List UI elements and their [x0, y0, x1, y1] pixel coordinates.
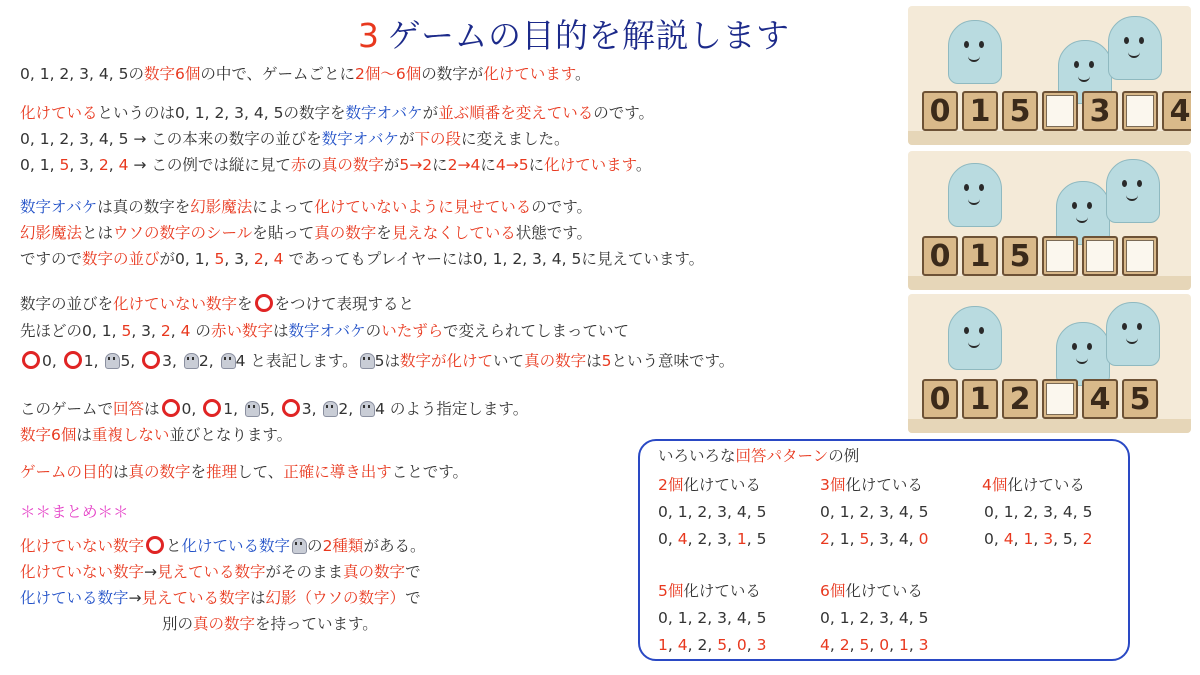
pattern-2-original — [658, 502, 766, 522]
text-run: , — [727, 636, 737, 654]
summary-line-3 — [20, 588, 421, 608]
text-run: 化けている数字 — [20, 589, 129, 607]
text-run: 赤 — [290, 156, 307, 174]
text-run: で — [405, 589, 421, 607]
text-run: 幻影魔法 — [190, 198, 253, 216]
text-run: 4 — [180, 322, 191, 340]
number-block: 1 — [962, 236, 998, 276]
goal-line — [20, 462, 468, 482]
text-run: を — [376, 224, 392, 242]
text-run: ゲームの目的 — [20, 463, 114, 481]
text-run: 2 — [1082, 530, 1093, 548]
text-run: 化けていない数字 — [20, 537, 145, 555]
title-number: 3 — [358, 16, 380, 55]
paper-sticker-icon — [1046, 95, 1074, 127]
text-run: を貼って — [252, 224, 315, 242]
number-block: 5 — [1002, 91, 1038, 131]
text-run: 4 — [677, 530, 688, 548]
text-run: , — [170, 322, 181, 340]
text-run: 4 のよう指定します。 — [375, 400, 529, 418]
text-run: 1, — [223, 400, 243, 418]
text-run: , — [1033, 530, 1044, 548]
text-run: は — [250, 589, 266, 607]
pattern-5-heading — [658, 581, 761, 601]
text-run: 2→4 — [447, 156, 481, 174]
ghost-icon — [244, 401, 259, 417]
text-run: の例 — [828, 447, 860, 465]
text-run: が0, 1, — [159, 250, 215, 268]
text-run: 赤い数字 — [210, 322, 273, 340]
text-run: 3個 — [820, 476, 846, 494]
text-run: の中で、ゲームごとに — [200, 65, 356, 83]
text-run: ですので — [20, 250, 83, 268]
text-run: 5 — [59, 156, 70, 174]
text-run: が — [422, 104, 439, 122]
notation-line-1 — [20, 294, 414, 314]
text-run: 4 — [273, 250, 284, 268]
paper-sticker-icon — [1046, 383, 1074, 415]
text-run: いて — [493, 352, 525, 370]
text-run: 5は — [374, 352, 401, 370]
paper-sticker — [1122, 236, 1158, 276]
number-blocks-row — [922, 91, 1191, 131]
illustration-panel-3 — [908, 294, 1191, 433]
number-block: 5 — [1002, 236, 1038, 276]
text-run: 3 — [1043, 530, 1054, 548]
text-run: 見えなくしている — [391, 224, 516, 242]
number-block: 1 — [962, 91, 998, 131]
answer-box-title — [658, 446, 859, 466]
text-run: は — [76, 426, 92, 444]
text-run: は — [272, 322, 289, 340]
ghost-icon — [183, 353, 198, 369]
text-run: 1 — [658, 636, 668, 654]
pattern-3-original — [820, 502, 928, 522]
text-run: に — [528, 156, 545, 174]
text-run: , — [829, 636, 840, 654]
illustration-panel-2 — [908, 151, 1191, 290]
text-run: 化けている — [20, 104, 98, 122]
text-run: 先ほどの0, 1, — [20, 322, 122, 340]
text-run: , 3, 4, — [869, 530, 919, 548]
text-run: 0, 1, 2, 3, 4, 5 — [658, 503, 767, 521]
explain-line-3 — [20, 155, 651, 175]
page-title — [358, 10, 790, 57]
text-run: に — [432, 156, 448, 174]
ghost-icon — [359, 353, 374, 369]
text-run: ウソの数字のシール — [113, 224, 253, 242]
text-run: 6個 — [820, 582, 846, 600]
text-run: 真の数字 — [321, 156, 384, 174]
text-run: がある。 — [363, 537, 426, 555]
text-run: 2 — [839, 636, 850, 654]
number-block: 0 — [922, 236, 958, 276]
paper-sticker-icon — [1126, 95, 1154, 127]
text-run: 4 — [820, 636, 830, 654]
text-run: 0, — [42, 352, 62, 370]
pattern-5-original — [658, 608, 766, 628]
text-run: 2個 — [658, 476, 684, 494]
text-run: 幻影（ウソの数字） — [265, 589, 406, 607]
summary-line-1 — [20, 536, 425, 556]
circle-icon — [142, 351, 160, 369]
text-run: 化けている — [1007, 476, 1085, 494]
text-run: 5 — [717, 636, 728, 654]
text-run: 数字が化けて — [400, 352, 494, 370]
circle-icon — [64, 351, 82, 369]
illusion-line-3 — [20, 249, 704, 269]
text-run: 見えている数字 — [157, 563, 266, 581]
text-run: 見えている数字 — [141, 589, 251, 607]
text-run: 0, 1, 2, 3, 4, 5の — [20, 65, 144, 83]
summary-heading — [20, 502, 129, 522]
text-run: , — [746, 636, 757, 654]
text-run: が — [399, 130, 415, 148]
pattern-2-heading — [658, 475, 761, 495]
text-run: 5, — [120, 352, 141, 370]
text-run: 0, — [658, 530, 678, 548]
text-run: , — [869, 636, 880, 654]
paper-sticker — [1042, 236, 1078, 276]
ghost-icon — [1106, 302, 1160, 366]
text-run: 別の — [162, 615, 194, 633]
text-run: ＊＊まとめ＊＊ — [20, 503, 129, 521]
paper-sticker-icon — [1046, 240, 1074, 272]
pattern-3-result — [820, 529, 929, 549]
ghost-icon — [220, 353, 235, 369]
text-run: , — [1013, 530, 1024, 548]
explain-line-1 — [20, 103, 654, 123]
text-run: 1, — [83, 352, 104, 370]
text-run: , — [908, 636, 919, 654]
text-run: を — [190, 463, 207, 481]
text-run: 回答 — [113, 400, 145, 418]
number-block: 0 — [922, 379, 958, 419]
text-run: 2 — [98, 156, 109, 174]
text-run: 5 — [859, 530, 870, 548]
text-run: 0, 1, 2, 3, 4, 5 → この本来の数字の並びを — [20, 130, 322, 148]
answer-line-1 — [20, 399, 528, 419]
text-run: , 3, — [131, 322, 161, 340]
text-run: 重複しない — [91, 426, 170, 444]
text-run: 5 — [121, 322, 132, 340]
text-run: いたずら — [381, 322, 444, 340]
text-run: の — [307, 537, 323, 555]
text-run: 3 — [756, 636, 767, 654]
text-run: , — [849, 636, 860, 654]
pattern-2-result — [658, 529, 766, 549]
text-run: 5 — [601, 352, 612, 370]
text-run: 5→2 — [399, 156, 433, 174]
text-run: 幻影魔法 — [20, 224, 83, 242]
text-run: 5, — [259, 400, 280, 418]
text-run: 。 — [635, 156, 652, 174]
text-run: → — [144, 563, 158, 581]
text-run: が — [383, 156, 400, 174]
text-run: を持っています。 — [255, 615, 378, 633]
text-run: 数字の並び — [82, 250, 160, 268]
text-run: 2 — [253, 250, 264, 268]
text-run: 2 — [160, 322, 171, 340]
text-run: で — [405, 563, 421, 581]
text-run: 数字6個 — [143, 65, 201, 83]
text-run: 回答パターン — [735, 447, 829, 465]
text-run: 4 と表記します。 — [235, 352, 358, 370]
pattern-3-heading — [820, 475, 923, 495]
pattern-4-result — [984, 529, 1093, 549]
text-run: , 5 — [746, 530, 767, 548]
circle-icon — [162, 399, 180, 417]
text-run: のです。 — [531, 198, 593, 216]
circle-icon — [146, 536, 164, 554]
text-run: 2 — [820, 530, 830, 548]
ghost-icon — [948, 163, 1002, 227]
text-run: の — [190, 322, 211, 340]
text-run: → — [128, 589, 142, 607]
text-run: 1 — [898, 636, 909, 654]
text-run: 4個 — [982, 476, 1008, 494]
text-run: 化けている — [683, 476, 761, 494]
text-run: 化けています — [544, 156, 636, 174]
circle-icon — [22, 351, 40, 369]
paper-sticker — [1042, 379, 1078, 419]
text-run: 3, — [301, 400, 322, 418]
text-run: を — [237, 295, 253, 313]
text-run: 化けている数字 — [181, 537, 291, 555]
ghost-icon — [104, 353, 119, 369]
text-run: 0 — [736, 636, 747, 654]
number-block: 1 — [962, 379, 998, 419]
text-run: 0, 1, 2, 3, 4, 5 — [820, 609, 929, 627]
number-blocks-row — [922, 236, 1162, 276]
summary-line-4 — [162, 614, 378, 634]
text-run: , 5, — [1053, 530, 1083, 548]
text-run: 正確に導き出す — [283, 463, 392, 481]
ghost-icon — [948, 306, 1002, 370]
text-run: , — [889, 636, 899, 654]
text-run: 状態です。 — [515, 224, 593, 242]
text-run: 化けている — [845, 476, 923, 494]
text-run: のです。 — [593, 104, 654, 122]
text-run: 化けていない数字 — [113, 295, 238, 313]
pattern-6-original — [820, 608, 928, 628]
text-run: 化けていないように見せている — [314, 198, 532, 216]
text-run: 化けている — [683, 582, 761, 600]
circle-icon — [282, 399, 300, 417]
intro-line — [20, 64, 591, 84]
text-run: 3, — [162, 352, 182, 370]
paper-sticker-icon — [1086, 240, 1114, 272]
text-run: であってもプレイヤーには0, 1, 2, 3, 4, 5に見えています。 — [283, 250, 705, 268]
text-run: 数字オバケ — [321, 130, 399, 148]
paper-sticker-icon — [1126, 240, 1154, 272]
text-run: 下の段 — [414, 130, 462, 148]
text-run: に変えました。 — [461, 130, 570, 148]
number-blocks-row — [922, 379, 1162, 419]
number-block: 0 — [922, 91, 958, 131]
text-run: 0 — [918, 530, 929, 548]
text-run: 2, — [338, 400, 359, 418]
text-run: 真の数字 — [343, 563, 406, 581]
text-run: 真の数字 — [524, 352, 587, 370]
text-run: をつけて表現すると — [274, 295, 415, 313]
text-run: , 2, — [687, 636, 718, 654]
pattern-4-original — [984, 502, 1092, 522]
text-run: 3 — [918, 636, 929, 654]
text-run: は真の数字を — [97, 198, 191, 216]
text-run: とは — [82, 224, 114, 242]
text-run: , — [108, 156, 119, 174]
paper-sticker — [1042, 91, 1078, 131]
text-run: 4 — [118, 156, 129, 174]
text-run: 2個〜6個 — [355, 65, 422, 83]
text-run: , — [263, 250, 274, 268]
text-run: 2, — [198, 352, 219, 370]
title-text: ゲームの目的を解説します — [387, 16, 790, 55]
ghost-icon — [359, 401, 374, 417]
text-run: 推理 — [206, 463, 238, 481]
text-run: , — [667, 636, 678, 654]
pattern-4-heading — [982, 475, 1085, 495]
text-run: 5個 — [658, 582, 684, 600]
text-run: で変えられてしまっていて — [443, 322, 630, 340]
number-block: 4 — [1082, 379, 1118, 419]
text-run: 0, — [984, 530, 1004, 548]
text-run: 5 — [214, 250, 225, 268]
text-run: 4→5 — [495, 156, 529, 174]
illusion-line-2 — [20, 223, 592, 243]
text-run: 5 — [859, 636, 870, 654]
illustration-panel-1 — [908, 6, 1191, 145]
text-run: 数字オバケ — [345, 104, 423, 122]
text-run: と — [166, 537, 182, 555]
text-run: して、 — [237, 463, 284, 481]
illusion-line-1 — [20, 197, 592, 217]
text-run: 数字オバケ — [288, 322, 366, 340]
number-block: 2 — [1002, 379, 1038, 419]
pattern-5-result — [658, 635, 767, 655]
number-block: 5 — [1122, 379, 1158, 419]
text-run: , 2, 3, — [687, 530, 737, 548]
text-run: 4 — [1003, 530, 1014, 548]
text-run: 0, — [181, 400, 202, 418]
text-run: → この例では縦に見て — [128, 156, 291, 174]
text-run: によって — [252, 198, 315, 216]
text-run: がそのまま — [265, 563, 344, 581]
text-run: 並ぶ順番を変えている — [438, 104, 594, 122]
circle-icon — [255, 294, 273, 312]
text-run: 真の数字 — [128, 463, 191, 481]
text-run: というのは0, 1, 2, 3, 4, 5の数字を — [97, 104, 346, 122]
circle-icon — [203, 399, 221, 417]
text-run: 0 — [879, 636, 890, 654]
ghost-icon — [1108, 16, 1162, 80]
answer-line-2 — [20, 425, 292, 445]
text-run: 0, 1, — [20, 156, 60, 174]
text-run: 化けていない数字 — [20, 563, 145, 581]
text-run: ことです。 — [391, 463, 469, 481]
text-run: 。 — [575, 65, 591, 83]
text-run: に — [480, 156, 496, 174]
text-run: , 3, — [69, 156, 99, 174]
paper-sticker — [1122, 91, 1158, 131]
text-run: 真の数字 — [314, 224, 377, 242]
text-run: 2種類 — [322, 537, 364, 555]
ghost-icon — [322, 401, 337, 417]
text-run: , 3, — [224, 250, 254, 268]
ghost-icon — [291, 538, 306, 554]
ghost-icon — [1106, 159, 1160, 223]
text-run: 数字オバケ — [20, 198, 98, 216]
pattern-6-heading — [820, 581, 923, 601]
ghost-icon — [1056, 322, 1110, 386]
text-run: 0, 1, 2, 3, 4, 5 — [658, 609, 767, 627]
text-run: 0, 1, 2, 3, 4, 5 — [984, 503, 1093, 521]
text-run: 真の数字 — [193, 615, 256, 633]
paper-sticker — [1082, 236, 1118, 276]
text-run: は — [586, 352, 602, 370]
text-run: の — [306, 156, 322, 174]
explain-line-2 — [20, 129, 570, 149]
text-run: 数字6個 — [20, 426, 77, 444]
text-run: 数字の並びを — [20, 295, 114, 313]
text-run: 並びとなります。 — [169, 426, 293, 444]
text-run: 1 — [1023, 530, 1034, 548]
text-run: 4 — [677, 636, 688, 654]
text-run: このゲームで — [20, 400, 114, 418]
text-run: 化けている — [845, 582, 923, 600]
notation-line-2 — [20, 321, 629, 341]
text-run: , 1, — [829, 530, 860, 548]
text-run: いろいろな — [658, 447, 736, 465]
notation-line-3 — [20, 351, 734, 371]
summary-line-2 — [20, 562, 421, 582]
text-run: 0, 1, 2, 3, 4, 5 — [820, 503, 929, 521]
pattern-6-result — [820, 635, 929, 655]
text-run: は — [113, 463, 129, 481]
text-run: という意味です。 — [611, 352, 735, 370]
text-run: の — [365, 322, 382, 340]
text-run: 1 — [736, 530, 747, 548]
text-run: は — [144, 400, 160, 418]
number-block: 3 — [1082, 91, 1118, 131]
number-block: 4 — [1162, 91, 1191, 131]
ghost-icon — [948, 20, 1002, 84]
text-run: 化けています — [483, 65, 576, 83]
text-run: の数字が — [421, 65, 484, 83]
